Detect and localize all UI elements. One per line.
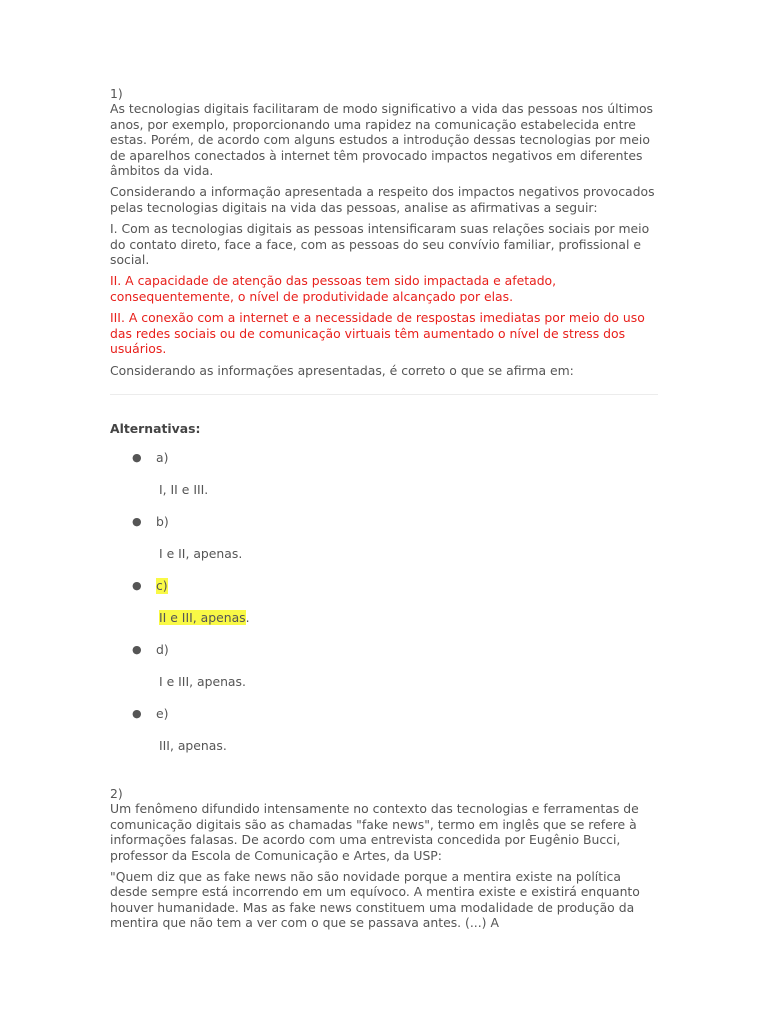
alternative-text: I e III, apenas. [159,674,246,690]
question-number: 2) [110,786,123,801]
alternative-letter: b) [156,514,169,530]
bullet-icon: ● [132,643,142,657]
alternatives-list [110,450,658,770]
question-number: 1) [110,86,123,101]
bullet-icon: ● [132,451,142,465]
alternative-c[interactable] [110,578,658,642]
alternative-text: I e II, apenas. [159,546,243,562]
bullet-icon: ● [132,515,142,529]
alternative-letter: e) [156,706,169,722]
question-1-intro [110,86,658,178]
alternative-text: III, apenas. [159,738,227,754]
bullet-icon: ● [132,707,142,721]
question-2-intro [110,786,658,863]
alternative-d[interactable] [110,642,658,706]
question-quote: "Quem diz que as fake news não são novidade porque a mentira existe na política desde sempre está incorrendo em um equívoco. A mentira existe e existirá enquanto houver humanidade. Mas as fake news constituem uma modalidade de produção da mentira que não tem a ver com o que se passava antes. (...) A [110,869,640,931]
alternative-text-highlighted [159,610,250,625]
alternative-letter: d) [156,642,169,658]
question-2 [110,786,658,937]
question-context: Considerando a informação apresentada a respeito dos impactos negativos provocados pelas tecnologias digitais na vida das pessoas, analise as afirmativas a seguir: [110,184,655,215]
question-intro-text: Um fenômeno difundido intensamente no contexto das tecnologias e ferramentas de comunicação digitais são as chamadas "fake news", termo em inglês que se refere à informações falasas. De acordo com uma entrevista concedida por Eugênio Bucci, professor da Escola de Comunicação e Artes, da USP: [110,801,639,863]
highlighted-answer: II e III, apenas [159,610,246,626]
alternative-b[interactable] [110,514,658,578]
question-intro-text: As tecnologias digitais facilitaram de modo significativo a vida das pessoas nos últimos anos, por exemplo, proporcionando uma rapidez na comunicação estabelecida entre estas. Porém, de acordo com alguns estudos a introdução dessas tecnologias por meio de aparelhos conectados à internet têm provocado impactos negativos em diferentes âmbitos da vida. [110,101,653,179]
alternative-letter: a) [156,450,169,466]
alternative-a[interactable] [110,450,658,514]
divider [110,394,658,395]
alternatives-title: Alternativas: [110,420,201,436]
question-1 [110,86,658,770]
alternative-e[interactable] [110,706,658,770]
question-prompt: Considerando as informações apresentadas, é correto o que se afirma em: [110,362,574,378]
statement-3: III. A conexão com a internet e a necessidade de respostas imediatas por meio do uso das redes sociais ou de comunicação virtuais têm aumentado o nível de stress dos usuários. [110,310,645,357]
statement-1: I. Com as tecnologias digitais as pessoas intensificaram suas relações sociais por meio do contato direto, face a face, com as pessoas do seu convívio familiar, profissional e social. [110,221,650,268]
alternative-text: I, II e III. [159,482,209,498]
alternative-letter-highlighted: c) [156,578,168,594]
bullet-icon: ● [132,579,142,593]
answer-suffix: . [245,610,250,626]
statement-2: II. A capacidade de atenção das pessoas tem sido impactada e afetado, consequentemente, o nível de produtividade alcançado por elas. [110,273,557,304]
